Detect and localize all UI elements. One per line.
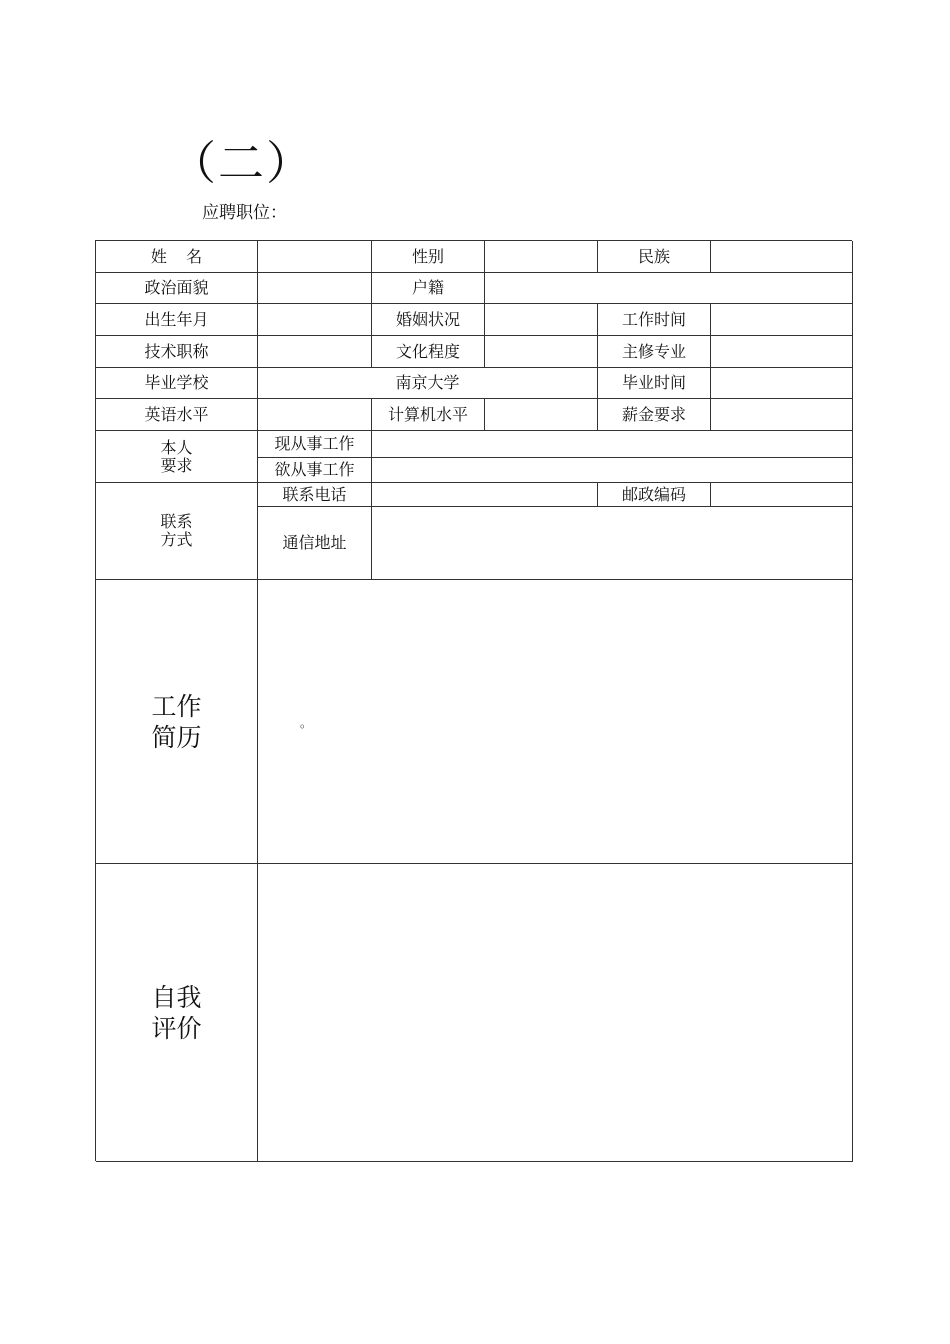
- work-start-field[interactable]: [711, 304, 853, 336]
- self-evaluation-line-1: 自我: [151, 982, 202, 1012]
- work-history-line-2: 简历: [151, 722, 202, 752]
- desired-job-label: 欲从事工作: [258, 458, 372, 483]
- postcode-field[interactable]: [711, 483, 853, 507]
- address-field[interactable]: [372, 507, 853, 580]
- marital-status-label: 婚姻状况: [372, 304, 485, 336]
- contact-info-line-2: 方式: [160, 530, 193, 549]
- work-start-label: 工作时间: [598, 304, 711, 336]
- self-evaluation-line-2: 评价: [151, 1013, 202, 1043]
- computer-level-label: 计算机水平: [372, 399, 485, 431]
- personal-requirements-line-2: 要求: [160, 455, 193, 475]
- education-field[interactable]: [485, 336, 598, 368]
- postcode-label: 邮政编码: [598, 483, 711, 507]
- current-job-label: 现从事工作: [258, 431, 372, 458]
- desired-job-field[interactable]: [372, 458, 853, 483]
- salary-requirement-label: 薪金要求: [598, 399, 711, 431]
- personal-requirements-label: [96, 431, 258, 483]
- birth-date-label: 出生年月: [96, 304, 258, 336]
- work-history-field[interactable]: [258, 580, 853, 864]
- graduation-time-field[interactable]: [711, 368, 853, 399]
- self-evaluation-label: [96, 864, 258, 1162]
- political-status-label: 政治面貌: [96, 273, 258, 304]
- gender-field[interactable]: [485, 241, 598, 273]
- technical-title-field[interactable]: [258, 336, 372, 368]
- marital-status-field[interactable]: [485, 304, 598, 336]
- phone-field[interactable]: [372, 483, 598, 507]
- school-label: 毕业学校: [96, 368, 258, 399]
- contact-info-line-1: 联系: [160, 512, 193, 531]
- household-registration-field[interactable]: [485, 273, 853, 304]
- page-title: （二）: [170, 136, 314, 190]
- english-level-field[interactable]: [258, 399, 372, 431]
- major-label: 主修专业: [598, 336, 711, 368]
- ethnicity-field[interactable]: [711, 241, 853, 273]
- application-form-table: [95, 240, 852, 1161]
- gender-label: 性别: [372, 241, 485, 273]
- birth-date-field[interactable]: [258, 304, 372, 336]
- computer-level-field[interactable]: [485, 399, 598, 431]
- name-label: 姓名: [96, 241, 258, 273]
- ethnicity-label: 民族: [598, 241, 711, 273]
- work-history-line-1: 工作: [151, 691, 202, 721]
- phone-label: 联系电话: [258, 483, 372, 507]
- self-evaluation-field[interactable]: [258, 864, 853, 1162]
- salary-requirement-field[interactable]: [711, 399, 853, 431]
- address-label: 通信地址: [258, 507, 372, 580]
- current-job-field[interactable]: [372, 431, 853, 458]
- political-status-field[interactable]: [258, 273, 372, 304]
- household-registration-label: 户籍: [372, 273, 485, 304]
- school-field[interactable]: 南京大学: [258, 368, 598, 399]
- english-level-label: 英语水平: [96, 399, 258, 431]
- work-history-mark: 。: [300, 716, 313, 730]
- work-history-label: [96, 580, 258, 864]
- name-field[interactable]: [258, 241, 372, 273]
- education-label: 文化程度: [372, 336, 485, 368]
- major-field[interactable]: [711, 336, 853, 368]
- contact-info-label: [96, 483, 258, 580]
- technical-title-label: 技术职称: [96, 336, 258, 368]
- position-label: 应聘职位：: [202, 203, 287, 223]
- graduation-time-label: 毕业时间: [598, 368, 711, 399]
- personal-requirements-line-1: 本人: [160, 437, 193, 457]
